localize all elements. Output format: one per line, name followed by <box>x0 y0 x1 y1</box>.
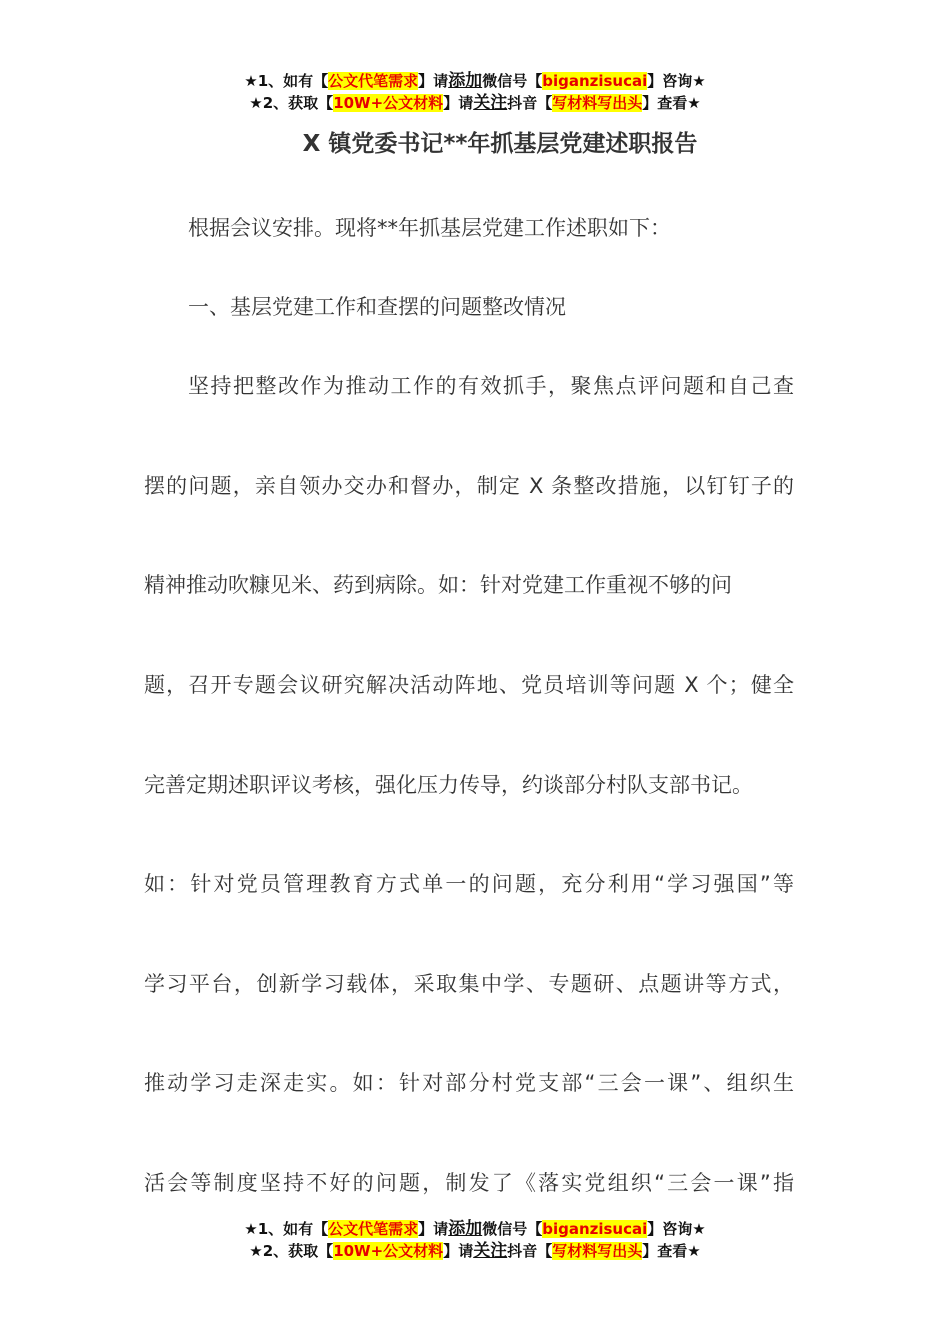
highlight-wechat-id: biganzisucai <box>542 1220 648 1238</box>
highlight-douyin-account: 写材料写出头 <box>552 1242 643 1260</box>
bottom-banner <box>0 1218 950 1262</box>
body-line: 学习平台，创新学习载体，采取集中学、专题研、点题讲等方式， <box>144 972 794 996</box>
intro-paragraph: 根据会议安排。现将**年抓基层党建工作述职如下： <box>188 216 671 240</box>
body-line: 题，召开专题会议研究解决活动阵地、党员培训等问题 X 个；健全 <box>144 673 794 697</box>
highlight-materials: 10W+公文材料 <box>333 1242 444 1260</box>
banner-line-1: ★1、如有【公文代笔需求】请添加微信号【biganzisucai】咨询★ <box>244 71 706 91</box>
banner-line-2: ★2、获取【10W+公文材料】请关注抖音【写材料写出头】查看★ <box>249 1241 701 1261</box>
section-heading: 一、基层党建工作和查摆的问题整改情况 <box>188 295 566 319</box>
body-line: 摆的问题，亲自领办交办和督办，制定 X 条整改措施，以钉钉子的 <box>144 474 794 498</box>
body-line: 完善定期述职评议考核，强化压力传导，约谈部分村队支部书记。 <box>144 773 753 797</box>
top-banner <box>0 70 950 114</box>
document-title: X 镇党委书记**年抓基层党建述职报告 <box>302 131 698 157</box>
banner-line-2: ★2、获取【10W+公文材料】请关注抖音【写材料写出头】查看★ <box>249 93 701 113</box>
body-line: 活会等制度坚持不好的问题，制发了《落实党组织“三会一课”指 <box>144 1171 794 1195</box>
body-line: 推动学习走深走实。如：针对部分村党支部“三会一课”、组织生 <box>144 1071 794 1095</box>
highlight-wechat-id: biganzisucai <box>542 72 648 90</box>
highlight-service: 公文代笔需求 <box>328 1220 419 1238</box>
highlight-materials: 10W+公文材料 <box>333 94 444 112</box>
banner-line-1: ★1、如有【公文代笔需求】请添加微信号【biganzisucai】咨询★ <box>244 1219 706 1239</box>
highlight-service: 公文代笔需求 <box>328 72 419 90</box>
body-line: 坚持把整改作为推动工作的有效抓手，聚焦点评问题和自己查 <box>188 374 794 398</box>
highlight-douyin-account: 写材料写出头 <box>552 94 643 112</box>
body-line: 精神推动吹糠见米、药到病除。如：针对党建工作重视不够的问 <box>144 573 732 597</box>
body-line: 如：针对党员管理教育方式单一的问题，充分利用“学习强国”等 <box>144 872 794 896</box>
